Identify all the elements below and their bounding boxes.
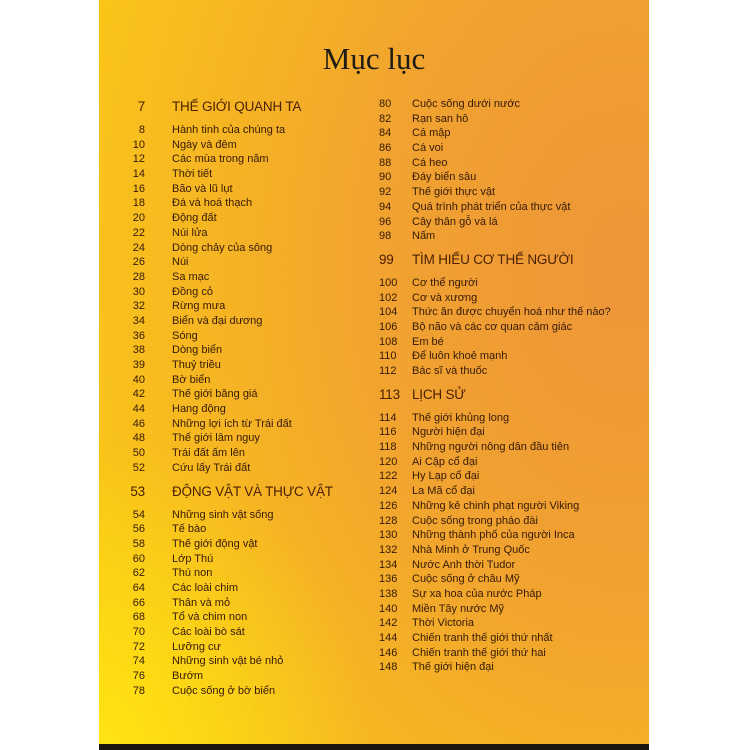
toc-entry-label: Thân và mỏ: [172, 596, 231, 609]
toc-column-left: [99, 97, 374, 698]
toc-entry-label: Hành tinh của chúng ta: [172, 124, 286, 136]
toc-page-number: 106: [379, 320, 398, 333]
toc-row: [99, 211, 374, 226]
toc-page-number: 70: [132, 626, 145, 638]
toc-page-number: 120: [379, 455, 398, 468]
toc-row: [374, 215, 649, 230]
toc-page-number: 12: [132, 153, 145, 166]
toc-entry-label: Nhà Minh ở Trung Quốc: [412, 543, 530, 556]
toc-page-number: 60: [132, 552, 145, 565]
toc-page-number: 20: [132, 212, 145, 225]
toc-entry-label: Sóng: [172, 329, 198, 342]
toc-section-row: [99, 482, 374, 502]
toc-page-number: 90: [379, 171, 392, 184]
toc-entry-label: Để luôn khoẻ mạnh: [412, 350, 508, 363]
toc-column-right: [374, 97, 649, 675]
toc-row: [99, 358, 374, 373]
toc-row: [374, 97, 649, 112]
toc-row: [99, 343, 374, 358]
toc-row: [99, 610, 374, 625]
toc-entry-label: Sa mạc: [172, 270, 210, 283]
toc-page-number: 48: [132, 432, 145, 445]
toc-row: [374, 440, 649, 455]
toc-page-number: 46: [132, 417, 145, 430]
toc-row: [99, 669, 374, 684]
toc-row: [99, 417, 374, 432]
toc-entry-label: Lớp Thú: [172, 552, 214, 565]
toc-entry-label: Em bé: [412, 335, 444, 348]
toc-row: [99, 654, 374, 669]
toc-page-number: 116: [379, 426, 397, 439]
page-title: Mục lục: [322, 41, 426, 76]
toc-row: [374, 469, 649, 484]
toc-row: [374, 660, 649, 675]
toc-row: [99, 431, 374, 446]
toc-page-number: 86: [379, 142, 392, 155]
toc-entry-label: Những thành phố của người Inca: [412, 529, 575, 542]
toc-entry-label: Ngày và đêm: [172, 138, 237, 151]
toc-page-number: 112: [379, 365, 397, 377]
toc-entry-label: Thời Victoria: [412, 617, 475, 630]
toc-entry-label: Nấm: [412, 230, 436, 243]
toc-page-number: 8: [138, 124, 145, 136]
toc-page-number: 28: [132, 270, 145, 283]
toc-entry-label: Tổ và chim non: [172, 611, 248, 624]
toc-entry-label: Núi: [172, 256, 189, 269]
toc-row: [99, 508, 374, 523]
toc-row: [374, 349, 649, 364]
toc-row: [374, 425, 649, 440]
toc-entry-label: Động đất: [172, 212, 217, 225]
toc-page-number: 130: [379, 529, 398, 542]
toc-entry-label: Thế giới lâm nguy: [172, 432, 260, 445]
toc-entry-label: Cá heo: [412, 156, 448, 169]
toc-entry-label: Thú non: [172, 567, 213, 580]
toc-section-row: [374, 250, 649, 270]
toc-entry-label: Cá mập: [412, 127, 451, 140]
toc-row: [374, 646, 649, 661]
toc-entry-label: Dòng chảy của sông: [172, 241, 273, 254]
toc-row: [374, 616, 649, 631]
toc-page-number: 98: [379, 230, 392, 243]
toc-entry-label: Đá và hoá thạch: [172, 197, 253, 210]
toc-page-number: 94: [379, 200, 392, 213]
toc-row: [99, 566, 374, 581]
toc-page-number: 140: [379, 602, 398, 615]
toc-entry-label: Tế bào: [172, 523, 207, 536]
toc-entry-label: Thuỷ triều: [172, 359, 221, 371]
toc-page-number: 56: [132, 523, 145, 536]
toc-entry-label: Quá trình phát triển của thực vật: [412, 200, 571, 213]
toc-page-number: 126: [379, 499, 398, 512]
toc-entry-label: Nước Anh thời Tudor: [412, 558, 516, 571]
toc-page-number: 58: [132, 537, 145, 550]
toc-page-number: 100: [379, 276, 398, 289]
toc-row: [374, 364, 649, 379]
toc-page-number: 110: [379, 350, 397, 363]
toc-row: [374, 126, 649, 141]
toc-row: [99, 299, 374, 314]
toc-entry-label: Bác sĩ và thuốc: [412, 365, 488, 377]
toc-row: [374, 229, 649, 244]
toc-row: [374, 499, 649, 514]
toc-page-number: 96: [379, 215, 392, 228]
toc-page-number: 52: [132, 461, 145, 474]
toc-entry-label: Các loài bò sát: [172, 626, 245, 638]
toc-row: [374, 291, 649, 306]
toc-entry-label: Các mùa trong năm: [172, 153, 269, 166]
toc-page-number: 44: [132, 403, 145, 416]
toc-entry-label: Cuộc sống trong pháo đài: [412, 514, 538, 527]
toc-entry-label: Thế giới động vật: [172, 537, 258, 550]
toc-page-number: 136: [379, 573, 398, 586]
toc-row: [99, 196, 374, 211]
toc-entry-label: Núi lửa: [172, 226, 208, 239]
toc-page-number: 64: [132, 581, 145, 594]
toc-row: [99, 270, 374, 285]
toc-page-number: 76: [132, 670, 145, 683]
toc-row: [374, 528, 649, 543]
toc-page-number: 18: [132, 197, 145, 210]
toc-row: [374, 484, 649, 499]
toc-row: [99, 581, 374, 596]
toc-entry-label: Rạn san hô: [412, 112, 469, 125]
toc-row: [99, 226, 374, 241]
toc-page-number: 114: [379, 411, 397, 424]
toc-entry-label: Cá voi: [412, 142, 444, 155]
toc-page-number: 34: [132, 314, 145, 327]
toc-row: [99, 285, 374, 300]
toc-row: [374, 514, 649, 529]
toc-entry-label: Thế giới hiện đại: [412, 661, 494, 674]
toc-row: [99, 241, 374, 256]
toc-row: [374, 185, 649, 200]
book-page: [99, 0, 649, 744]
toc-entry-label: Cứu lấy Trái đất: [172, 461, 251, 474]
toc-page-number: 132: [379, 543, 398, 556]
toc-page-number: 118: [379, 441, 397, 454]
toc-page-number: 88: [379, 156, 392, 169]
toc-page-number: 148: [379, 661, 398, 674]
toc-entry-label: Những kẻ chinh phạt người Viking: [412, 499, 580, 512]
toc-entry-label: Lưỡng cư: [172, 640, 221, 653]
toc-page-number: 72: [132, 640, 145, 653]
toc-entry-label: Hang động: [172, 403, 226, 416]
toc-row: [374, 543, 649, 558]
toc-section-label: ĐỘNG VẬT VÀ THỰC VẬT: [172, 483, 333, 499]
toc-page-number: 78: [132, 684, 145, 697]
toc-entry-label: Thế giới khủng long: [412, 411, 510, 424]
toc-entry-label: Bão và lũ lụt: [172, 182, 233, 195]
toc-page-number: 10: [132, 138, 145, 151]
toc-row: [99, 684, 374, 699]
toc-page-number: 62: [132, 567, 145, 580]
toc-entry-label: Thế giới thực vật: [412, 186, 496, 199]
toc-page-number: 24: [132, 241, 145, 254]
toc-row: [99, 596, 374, 611]
toc-page-number: 102: [379, 291, 398, 304]
toc-page-number: 80: [379, 98, 392, 110]
toc-entry-label: Chiến tranh thế giới thứ nhất: [412, 632, 553, 644]
toc-entry-label: Đồng cỏ: [172, 285, 213, 298]
toc-entry-label: Cây thân gỗ và lá: [412, 215, 498, 228]
toc-page-number: 146: [379, 646, 398, 659]
toc-page-number: 53: [130, 483, 145, 499]
toc-page-number: 7: [137, 99, 145, 114]
toc-row: [99, 167, 374, 182]
toc-row: [374, 112, 649, 127]
page-bottom-edge: [99, 744, 649, 750]
toc-row: [99, 552, 374, 567]
toc-entry-label: Dòng biển: [172, 344, 223, 357]
toc-page-number: 99: [379, 251, 394, 267]
toc-page-number: 14: [132, 168, 145, 181]
toc-row: [374, 587, 649, 602]
toc-entry-label: Cuộc sống ở châu Mỹ: [412, 573, 520, 586]
toc-row: [99, 123, 374, 138]
toc-entry-label: Những người nông dân đầu tiên: [412, 441, 570, 454]
toc-row: [374, 305, 649, 320]
toc-row: [374, 200, 649, 215]
toc-section-row: [99, 97, 374, 117]
toc-page-number: 134: [379, 558, 398, 571]
toc-page-number: 16: [132, 182, 145, 195]
toc-page-number: 128: [379, 514, 398, 527]
toc-page-number: 84: [379, 127, 392, 140]
toc-page-number: 30: [132, 285, 145, 298]
toc-row: [374, 156, 649, 171]
toc-page-number: 113: [379, 386, 400, 402]
toc-row: [374, 276, 649, 291]
toc-page-number: 42: [132, 388, 145, 401]
toc-row: [99, 625, 374, 640]
toc-entry-label: Các loài chim: [172, 581, 239, 594]
toc-row: [374, 320, 649, 335]
toc-row: [99, 329, 374, 344]
toc-entry-label: Rừng mưa: [172, 300, 226, 313]
toc-entry-label: Bờ biển: [172, 373, 211, 386]
toc-page-number: 68: [132, 611, 145, 624]
toc-entry-label: Cơ và xương: [412, 291, 478, 304]
toc-row: [99, 182, 374, 197]
toc-entry-label: Trái đất ấm lên: [172, 447, 245, 460]
toc-page-number: 36: [132, 329, 145, 342]
toc-page-number: 142: [379, 617, 398, 630]
toc-entry-label: Miền Tây nước Mỹ: [412, 602, 505, 615]
toc-row: [374, 455, 649, 470]
toc-page-number: 124: [379, 485, 398, 498]
toc-row: [99, 152, 374, 167]
toc-row: [99, 138, 374, 153]
toc-row: [99, 461, 374, 476]
toc-entry-label: Những sinh vật sống: [172, 508, 274, 521]
toc-row: [374, 631, 649, 646]
toc-row: [99, 387, 374, 402]
toc-row: [99, 373, 374, 388]
toc-entry-label: Những lợi ích từ Trái đất: [172, 417, 292, 430]
toc-page-number: 26: [132, 256, 145, 269]
toc-page-number: 144: [379, 632, 398, 644]
toc-page-number: 32: [132, 300, 145, 313]
toc-entry-label: Cơ thể người: [412, 276, 478, 289]
toc-page-number: 39: [132, 359, 145, 371]
toc-section-row: [374, 385, 649, 405]
toc-entry-label: Cuộc sống ở bờ biển: [172, 684, 276, 697]
toc-row: [99, 640, 374, 655]
toc-row: [374, 572, 649, 587]
toc-row: [99, 446, 374, 461]
toc-entry-label: Cuộc sống dưới nước: [412, 98, 521, 110]
toc-page-number: 82: [379, 112, 392, 125]
toc-section-label: THẾ GIỚI QUANH TA: [172, 99, 302, 114]
toc-row: [99, 522, 374, 537]
toc-entry-label: Người hiện đại: [412, 426, 485, 439]
toc-row: [374, 411, 649, 426]
toc-page-number: 66: [132, 596, 145, 609]
toc-row: [374, 170, 649, 185]
toc-row: [99, 402, 374, 417]
toc-entry-label: Sự xa hoa của nước Pháp: [412, 587, 542, 600]
toc-row: [374, 602, 649, 617]
toc-entry-label: Bộ não và các cơ quan cảm giác: [412, 320, 573, 333]
toc-page-number: 54: [132, 508, 145, 521]
toc-page-number: 104: [379, 306, 398, 319]
toc-row: [99, 537, 374, 552]
toc-entry-label: Thế giới băng giá: [172, 388, 258, 401]
toc-page-number: 138: [379, 587, 398, 600]
toc-entry-label: Biển và đại dương: [172, 314, 263, 327]
toc-entry-label: Thức ăn được chuyển hoá như thế nào?: [412, 306, 611, 319]
toc-entry-label: Những sinh vật bé nhỏ: [172, 655, 284, 668]
toc-page-number: 108: [379, 335, 398, 348]
toc-entry-label: Chiến tranh thế giới thứ hai: [412, 646, 546, 659]
toc-row: [374, 335, 649, 350]
toc-entry-label: Hy Lạp cổ đại: [412, 470, 480, 483]
toc-section-label: LỊCH SỬ: [412, 386, 466, 402]
toc-entry-label: La Mã cổ đại: [412, 485, 475, 498]
toc-page-number: 40: [132, 373, 145, 386]
toc-page-number: 22: [132, 226, 145, 239]
toc-entry-label: Bướm: [172, 670, 204, 683]
toc-page-number: 38: [132, 344, 145, 357]
toc-entry-label: Đáy biển sâu: [412, 171, 477, 184]
toc-page-number: 122: [379, 470, 398, 483]
toc-row: [374, 558, 649, 573]
toc-entry-label: Thời tiết: [172, 168, 213, 181]
toc-page-number: 92: [379, 186, 392, 199]
toc-page-number: 50: [132, 447, 145, 460]
toc-entry-label: Ai Cập cổ đại: [412, 455, 478, 468]
toc-section-label: TÌM HIỂU CƠ THỂ NGƯỜI: [412, 251, 574, 267]
toc-page-number: 74: [132, 655, 145, 668]
toc-row: [374, 141, 649, 156]
toc-row: [99, 255, 374, 270]
toc-row: [99, 314, 374, 329]
